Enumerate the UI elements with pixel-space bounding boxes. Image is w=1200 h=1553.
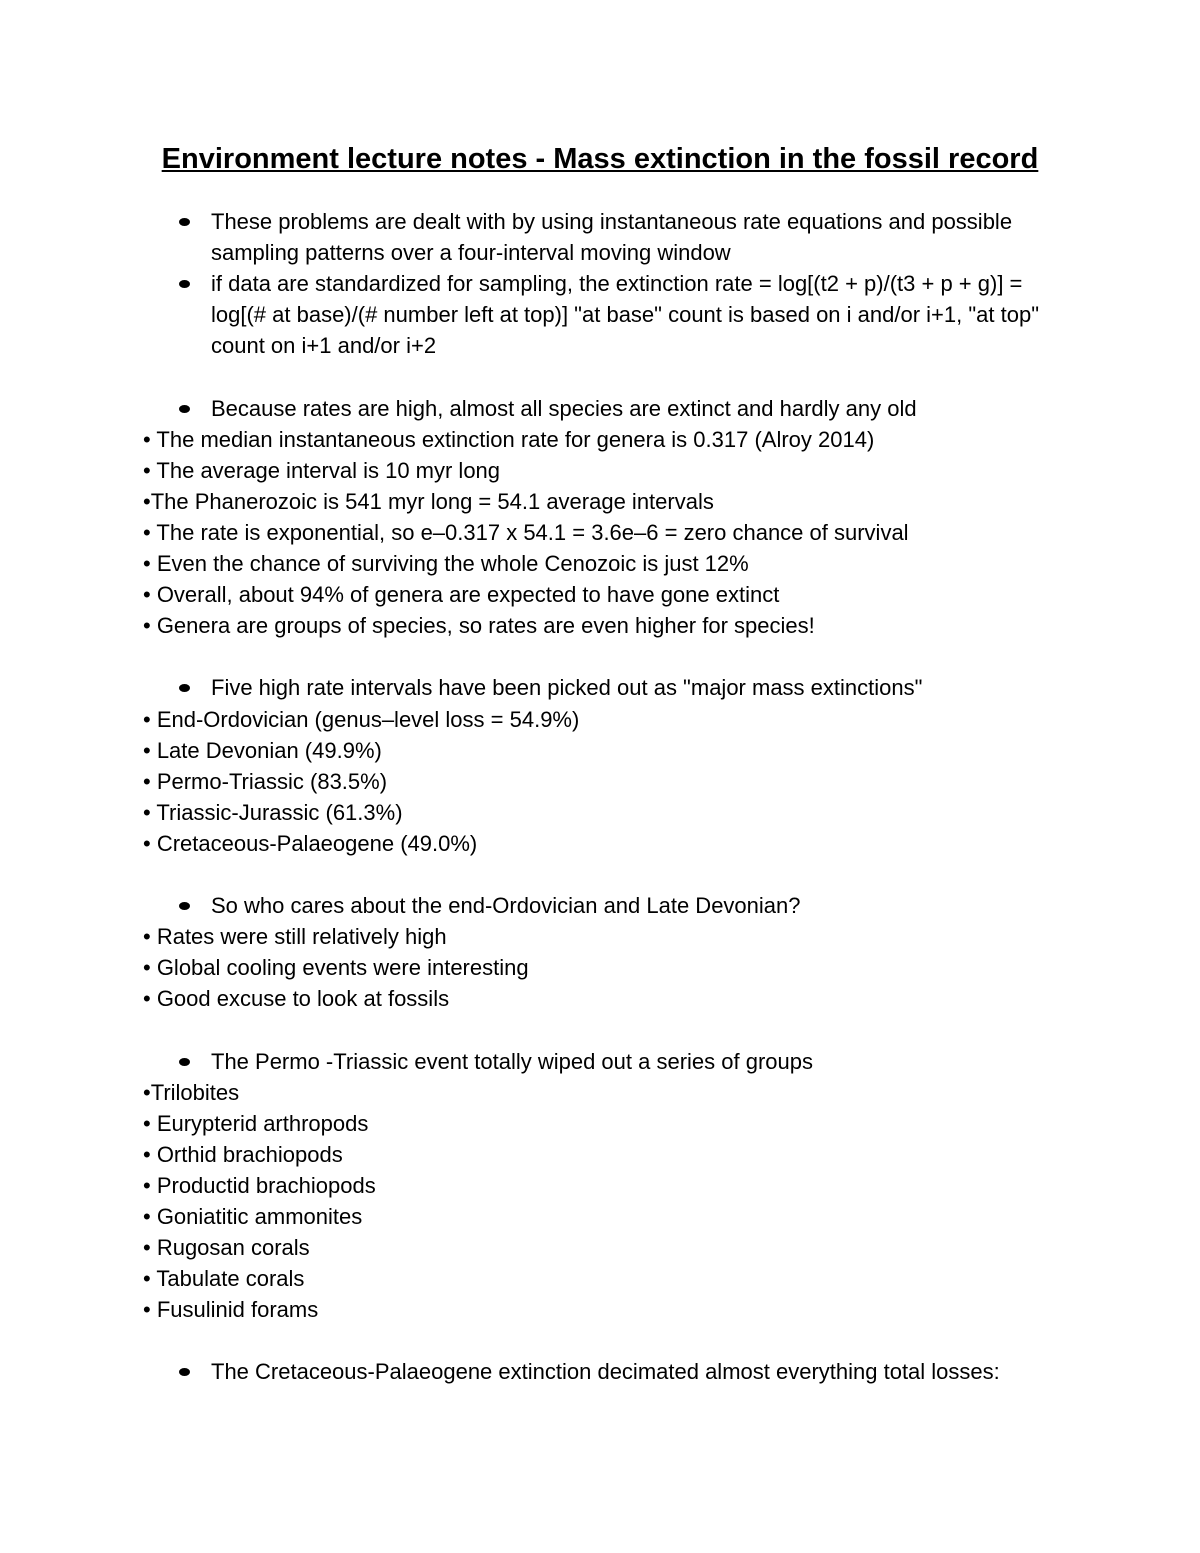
list-item: • Cretaceous-Palaeogene (49.0%) — [143, 830, 478, 856]
bullet-item — [0, 1356, 1041, 1387]
list-item: • Fusulinid forams — [143, 1297, 319, 1323]
list-item: • Global cooling events were interesting — [143, 955, 529, 981]
bullet-text: The Permo -Triassic event totally wiped out a series of groups — [211, 1048, 814, 1074]
bullet-text: So who cares about the end-Ordovician and Late Devonian? — [211, 893, 801, 919]
spacer — [0, 859, 1200, 890]
list-item: • Overall, about 94% of genera are expected to have gone extinct — [143, 582, 780, 608]
bullet-dot-icon — [179, 1058, 190, 1066]
list-item: •Trilobites — [143, 1079, 240, 1105]
notes-body — [0, 206, 1200, 1388]
bullet-dot-icon — [179, 684, 190, 692]
page-title: Environment lecture notes - Mass extinction in the fossil record — [161, 143, 1039, 175]
list-item: • The median instantaneous extinction rate for genera is 0.317 (Alroy 2014) — [143, 426, 875, 452]
bullet-item — [0, 890, 1041, 921]
list-item: • Triassic-Jurassic (61.3%) — [143, 799, 403, 825]
list-item: • Good excuse to look at fossils — [143, 986, 450, 1012]
list-item: • Eurypterid arthropods — [143, 1110, 369, 1136]
bullet-text: if data are standardized for sampling, the extinction rate = log[(t2 + p)/(t3 + p + g)] = log[(# at base)/(# number left at top)] "at base" count is based on i and/or i+1, "at top" count on i+1 and/or i+2 — [211, 271, 1039, 359]
list-item: • Tabulate corals — [143, 1266, 305, 1292]
list-item: • The average interval is 10 myr long — [143, 457, 501, 483]
list-item: • Late Devonian (49.9%) — [143, 737, 382, 763]
bullet-item — [0, 206, 1041, 268]
spacer — [0, 641, 1200, 672]
spacer — [0, 1014, 1200, 1045]
bullet-dot-icon — [179, 218, 190, 226]
list-item: • Orthid brachiopods — [143, 1141, 343, 1167]
list-item: • The rate is exponential, so e–0.317 x 54.1 = 3.6e–6 = zero chance of survival — [143, 519, 909, 545]
bullet-item — [0, 393, 1041, 424]
spacer — [0, 361, 1200, 392]
bullet-dot-icon — [179, 405, 190, 413]
list-item: • Rates were still relatively high — [143, 924, 447, 950]
bullet-item — [0, 1046, 1041, 1077]
bullet-dot-icon — [179, 902, 190, 910]
list-item: • Genera are groups of species, so rates are even higher for species! — [143, 613, 815, 639]
bullet-text: These problems are dealt with by using instantaneous rate equations and possible sampling patterns over a four-interval moving window — [211, 209, 1013, 266]
list-item: • End-Ordovician (genus–level loss = 54.9%) — [143, 706, 580, 732]
bullet-dot-icon — [179, 280, 190, 288]
bullet-text: The Cretaceous-Palaeogene extinction decimated almost everything total losses: — [211, 1359, 1000, 1385]
spacer — [0, 1325, 1200, 1356]
list-item: •The Phanerozoic is 541 myr long = 54.1 average intervals — [143, 488, 714, 514]
bullet-dot-icon — [179, 1368, 190, 1376]
list-item: • Permo-Triassic (83.5%) — [143, 768, 388, 794]
bullet-item — [0, 672, 1041, 703]
bullet-item — [0, 268, 1041, 361]
list-item: • Goniatitic ammonites — [143, 1204, 363, 1229]
bullet-text: Five high rate intervals have been picked out as "major mass extinctions" — [211, 675, 923, 701]
list-item: • Even the chance of surviving the whole Cenozoic is just 12% — [143, 551, 749, 577]
bullet-text: Because rates are high, almost all species are extinct and hardly any old — [211, 395, 917, 421]
list-item: • Rugosan corals — [143, 1235, 310, 1261]
list-item: • Productid brachiopods — [143, 1172, 376, 1198]
